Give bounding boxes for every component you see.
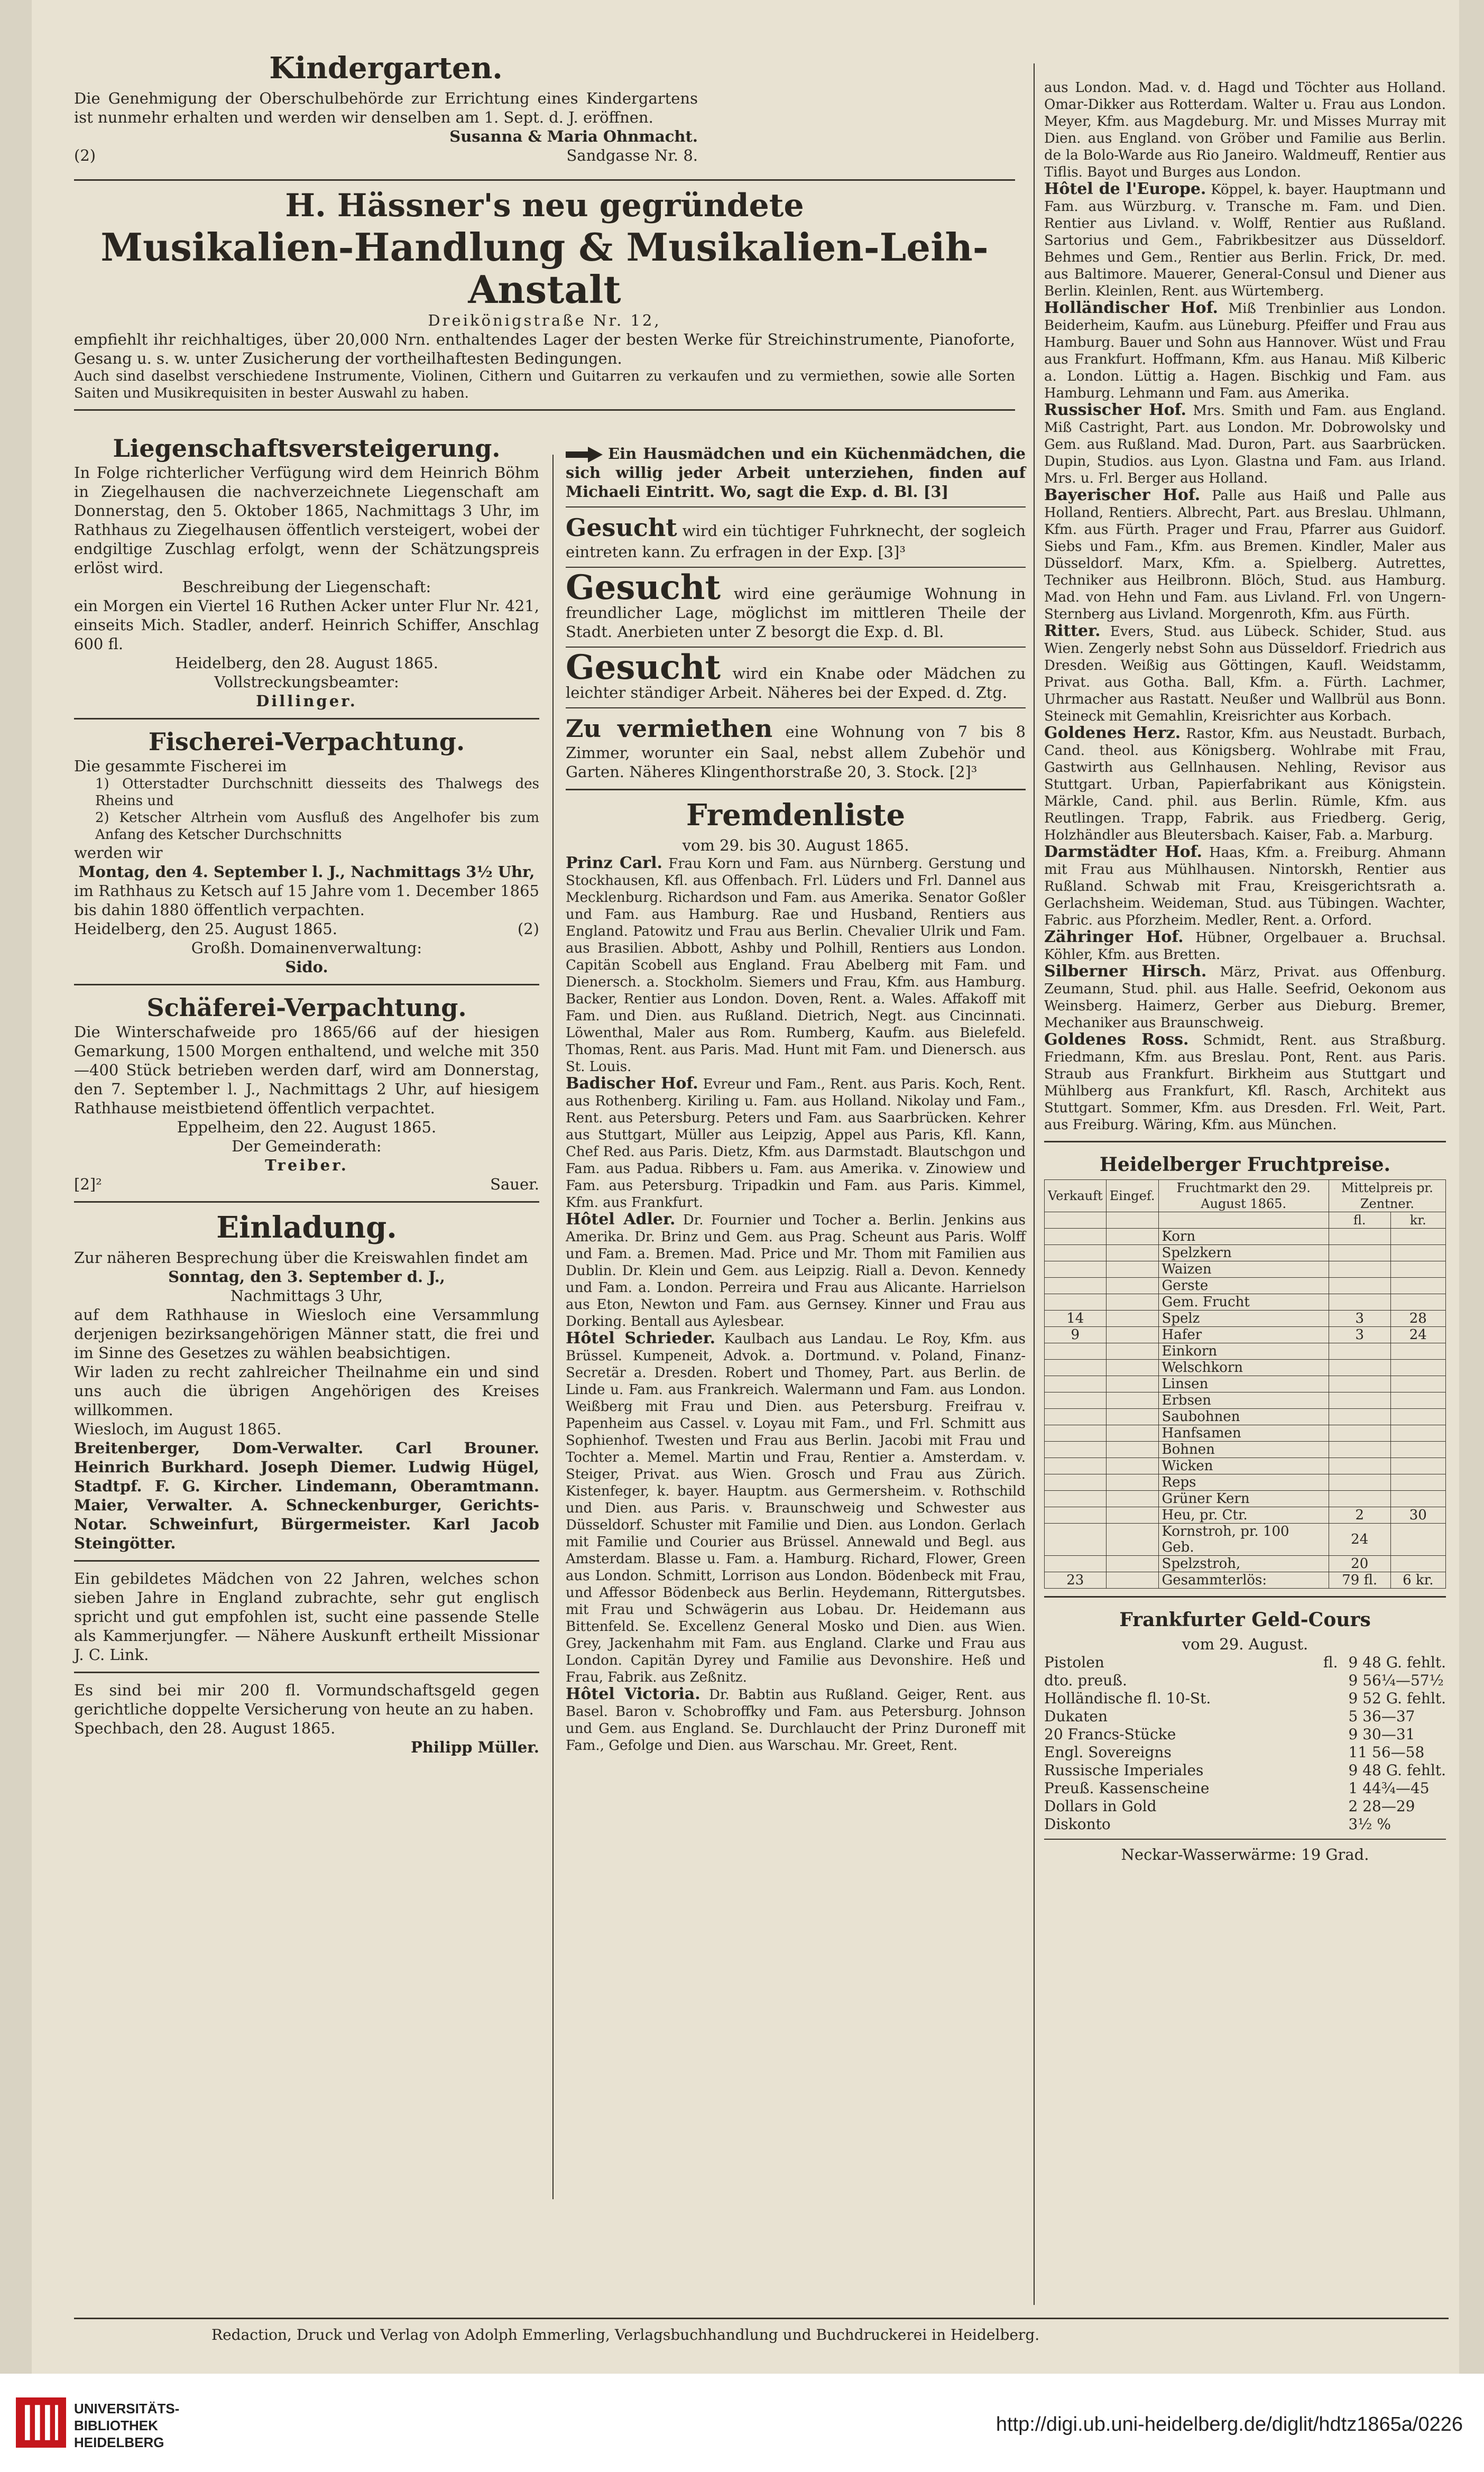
fruit-row (1045, 1327, 1446, 1343)
ad-gesucht-3-head: Gesucht (566, 648, 721, 687)
fischerei-title: Fischerei-Verpachtung. (148, 727, 465, 756)
hotel-goldenes-ross-guests: Schmidt, Rent. aus Straßburg. Friedmann, Kfm. aus Breslau. Pont, Rent. aus Paris. Straub aus Frankfurt. Birkheim aus Stuttgart und Mühlberg aus Frankfurt, Kfl. Rasch, Architekt aus Stuttgart. Sommer, Kfm. aus Dresden. Frl. Weit, Part. aus Freiburg. Wäring, Kfm. aus München. (1044, 1032, 1446, 1133)
geld-name: Dukaten (1044, 1708, 1108, 1725)
hotel-schrieder: Hôtel Schrieder. (566, 1329, 716, 1348)
geld-unit (1323, 1761, 1338, 1779)
fruit-cell-e (1106, 1327, 1158, 1343)
fruit-cell-fl (1329, 1491, 1390, 1507)
haessner-line2: Musikalien-Handlung & Musikalien-Leih-Anstalt (100, 225, 989, 312)
einladung-p2: Sonntag, den 3. September d. J., (168, 1268, 445, 1286)
fruit-row (1045, 1343, 1446, 1360)
fischerei-item1: 1) Otterstadter Durchschnitt diesseits des Thalwegs des Rheins und (95, 776, 539, 809)
fruit-cell-e (1106, 1278, 1158, 1294)
fruit-cell-e (1106, 1311, 1158, 1327)
fruit-cell-name: Spelz (1158, 1311, 1329, 1327)
fruit-cell-e (1106, 1425, 1158, 1442)
haessner-ad (74, 172, 1015, 418)
hotel-darmstaedter-hof: Darmstädter Hof. (1044, 843, 1202, 861)
kindergarten-address: Sandgasse Nr. 8. (566, 146, 698, 164)
fruit-cell-name: Gesammterlös: (1158, 1572, 1329, 1589)
ad-gesucht-1-head: Gesucht (566, 513, 677, 542)
hotel-hollaendischer-hof-guests: Miß Trenbinlier aus London. Beiderheim, Kaufm. aus Lüneburg. Pfeiffer und Frau aus Hamburg. Bauer und Sohn aus Hannover. Wüst und Frau aus Frankfurt. Hoffmann, Kfm. aus Hanau. Miß Kilberic a. London. Lüttig a. Hagen. Bischkig und Fam. aus Hamburg. Lehmann und Fam. aus Amerika. (1044, 301, 1446, 401)
fremdenliste-date: vom 29. bis 30. August 1865. (682, 836, 909, 854)
geld-unit (1323, 1726, 1338, 1744)
liegenschaft-p6: Dillinger. (256, 692, 357, 710)
col-verkauft: Verkauft (1045, 1180, 1107, 1212)
fremdenliste-title: Fremdenliste (686, 798, 906, 833)
fruit-cell-e (1106, 1229, 1158, 1245)
hotel-schrieder-guests: Kaulbach aus Landau. Le Roy, Kfm. aus Brüssel. Kumpeneit, Advok. a. Dortmund. v. Poland, Finanz-Secretär a. Dresden. Robert und Thomey, Part. aus Berlin. de Linde u. Fam. aus Frankreich. Walermann und Fam. aus London. Weißberg mit Frau und Dien. aus Petersburg. Freifrau v. Papenheim aus Cassel. v. Loyau mit Fam., und Frl. Schmitt aus Sophienhof. Twesten und Frau aus Berlin. Jacobi mit Frau und Tochter a. Memel. Martin und Frau, Rentier a. Amsterdam. v. Steiger, Privat. aus Wien. Grosch und Frau aus Zürich. Kistenfeger, k. bayer. Hauptm. aus Germersheim. v. Rothschild und Dien. aus Paris. v. Braunschweig und Schwester aus Düsseldorf. Schuster mit Familie und Dien. aus London. Gerlach mit Familie und Courier aus Brüssel. Annewald und Begl. aus Amsterdam. Blasse u. Fam. a. Hamburg. Richard, Flower, Green aus London. Schmitt, Lorrison aus London. Bödenbeck mit Frau, und Affessor Bödenbeck aus Berlin. Heydemann, Rittergutsbes. mit Frau und Schwägerin aus Lobau. Dr. Heidemann aus Bittenfeld. Se. Excellenz General Mosko und Dien. aus Wien. Grey, Jackenhahm mit Fam. aus England. Clarke und Frau aus London. Capitän Dyrey und Familie aus Devonshire. Heß und Frau, Fabrik. aus Zeßnitz. (566, 1331, 1026, 1685)
fruit-cell-name: Linsen (1158, 1376, 1329, 1392)
geld-name: Pistolen (1044, 1654, 1104, 1671)
geld-val: 9 48 G. fehlt. (1348, 1761, 1446, 1779)
fruit-cell-fl (1329, 1229, 1390, 1245)
fruit-cell-e (1106, 1376, 1158, 1392)
hotel-europe-guests: Köppel, k. bayer. Hauptmann und Fam. aus Würzburg. v. Transche m. Fam. und Dien. Rentier aus Livland. v. Wolff, Rentier aus Rußland. Sartorius und Gem., Fabrikbesitzer aus Düsseldorf. Behmes und Gem., Rentier aus Berlin. Frick, Dr. med. aus Baltimore. Mauerer, General-Consul und Diener aus Berlin. Kleinlen, Rent. aus Würtemberg. (1044, 182, 1446, 299)
fruit-cell-name: Spelzkern (1158, 1245, 1329, 1261)
vormund-date: Spechbach, den 28. August 1865. (74, 1719, 336, 1737)
fruit-cell-name: Gerste (1158, 1278, 1329, 1294)
hotel-prinz-carl-guests: Frau Korn und Fam. aus Nürnberg. Gerstung und Stockhausen, Kfl. aus Offenbach. Frl. Lüders und Frl. Dannel aus Mecklenburg. Richardson und Fam. aus Amerika. Senator Goßler und Fam. aus Hamburg. Rae und Husband, Rentiers aus England. Patowitz und Frau aus Berlin. Chevalier Ulrik und Fam. aus Brasilien. Abbott, Ashby und Polhill, Rentiers aus London. Capitän Scobell aus England. Frau Abelberg mit Fam. und Dienersch. a. Stockholm. Siemers und Frau, Kfm. aus Hamburg. Backer, Rentier aus London. Doven, Rent. a. Wales. Affakoff mit Fam. und Dien. aus Rußland. Dietrich, Negt. aus Cincinnati. Löwenthal, Maler aus Rom. Rumberg, Kaufm. aus Bielefeld. Thomas, Rent. aus Paris. Mad. Hunt mit Fam. und Dienersch. aus St. Louis. (566, 856, 1026, 1075)
fruit-row (1045, 1458, 1446, 1474)
hotel-badischer-hof-guests: Evreur und Fam., Rent. aus Paris. Koch, Rent. aus Rothenberg. Kiriling u. Fam. aus Holland. Nikolay und Fam., Rent. aus Petersburg. Peters und Fam. aus Saarbrücken. Kehrer aus Stuttgart, Müller aus Leipzig, Appel aus Paris, Kfl. Kann, Chef Red. aus Paris. Dietz, Kfm. aus Darmstadt. Blautschgon und Fam. aus Padua. Ribbers u. Fam. aus Amerika. v. Zinowiew und Fam. aus Petersburg. Tripadkin und Fam. aus Paris. Kimmel, Kfm. aus Frankfurt. (566, 1076, 1026, 1211)
fruit-row (1045, 1229, 1446, 1245)
geld-name: Preuß. Kassenscheine (1044, 1779, 1210, 1797)
fruchtpreise-table (1044, 1179, 1446, 1589)
fruit-cell-kr (1390, 1229, 1445, 1245)
hotel-ritter: Ritter. (1044, 622, 1101, 640)
library-line1: UNIVERSITÄTS- (74, 2401, 180, 2416)
fruit-cell-kr: 30 (1390, 1507, 1445, 1524)
geld-name: 20 Francs-Stücke (1044, 1726, 1176, 1743)
fruit-cell-name: Reps (1158, 1474, 1329, 1491)
liegenschaft-p4: Heidelberg, den 28. August 1865. (175, 654, 438, 672)
newspaper-page (32, 0, 1459, 2374)
ad-gesucht-3: wird ein Knabe oder Mädchen zu leichter ständiger Arbeit. Näheres bei der Exped. d. Ztg. (566, 665, 1026, 702)
fruit-cell-v (1045, 1229, 1107, 1245)
fruit-cell-v (1045, 1343, 1107, 1360)
haessner-text: empfiehlt ihr reichhaltiges, über 20,000 Nrn. enthaltendes Lager der besten Werke für Streichinstrumente, Pianoforte, Gesang u. s. w. unter Zusicherung der vortheilhaftesten Bedingungen. (74, 330, 1015, 367)
hotel-darmstaedter-hof-guests: Haas, Kfm. a. Freiburg. Ahmann mit Frau aus Mühlhausen. Nintorskh, Rentier aus Rußland. Schwab mit Frau, Kreisgerichtsrath a. Gerlachsheim. Weideman, Stud. aus Tübingen. Wachter, Fabric. aus Pforzheim. Medler, Rent. a. Orford. (1044, 845, 1446, 928)
fruit-row (1045, 1311, 1446, 1327)
fruit-cell-fl (1329, 1294, 1390, 1311)
fruit-cell-kr (1390, 1409, 1445, 1425)
fruit-row (1045, 1556, 1446, 1572)
fruit-cell-v: 9 (1045, 1327, 1107, 1343)
einladung-title: Einladung. (216, 1210, 397, 1245)
hotel-silberner-hirsch: Silberner Hirsch. (1044, 962, 1207, 981)
col-kr: kr. (1390, 1212, 1445, 1229)
ad-hausmaedchen: Ein Hausmädchen und ein Küchenmädchen, die sich willig jeder Arbeit unterziehen, finden auf Michaeli Eintritt. Wo, sagt die Exp. d. Bl. [3] (566, 445, 1026, 501)
fruit-row (1045, 1392, 1446, 1409)
fruit-cell-e (1106, 1556, 1158, 1572)
hotel-russischer-hof: Russischer Hof. (1044, 401, 1186, 419)
fruit-cell-e (1106, 1409, 1158, 1425)
fruit-cell-fl (1329, 1442, 1390, 1458)
fruchtpreise-title: Heidelberger Fruchtpreise. (1099, 1154, 1391, 1176)
geld-unit (1323, 1672, 1338, 1690)
schaeferei-p1: Die Winterschafweide pro 1865/66 auf der hiesigen Gemarkung, 1500 Morgen enthaltend, und welche mit 350—400 Stück betrieben werden darf, wird am Donnerstag, den 7. September l. J., Nachmittags 2 Uhr, auf hiesigem Rathhause meistbietend öffentlich verpachtet. (74, 1023, 539, 1117)
geld-val: 5 36—37 (1348, 1708, 1415, 1725)
kindergarten-text: Die Genehmigung der Oberschulbehörde zur Errichtung eines Kindergartens ist nunmehr erhalten und werden wir denselben am 1. Sept. d. J. eröffnen. (74, 89, 698, 126)
fruit-cell-name: Grüner Kern (1158, 1491, 1329, 1507)
geld-unit (1323, 1690, 1338, 1708)
fruit-cell-e (1106, 1474, 1158, 1491)
fruit-row (1045, 1409, 1446, 1425)
col-eingef: Eingef. (1106, 1180, 1158, 1212)
hotel-adler-guests: Dr. Fournier und Tocher a. Berlin. Jenkins aus Amerika. Dr. Brinz und Gem. aus Prag. Scheunt aus Paris. Wolff und Fam. a. Bremen. Mad. Price und Mr. Thom mit Familien aus Dublin. Dr. Klein und Gem. aus Leipzig. Riall a. Devon. Kennedy und Fam. a. London. Perreira und Frau aus Alicante. Harrielson aus Eton, Newton und Fam. aus Gernsey. Kinner und Frau aus Dorking. Bentall aus Aylesbear. (566, 1212, 1026, 1330)
fruit-cell-v (1045, 1360, 1107, 1376)
pointing-hand-icon (566, 447, 603, 463)
fruit-cell-v (1045, 1425, 1107, 1442)
schaeferei-p2: Eppelheim, den 22. August 1865. (177, 1118, 437, 1136)
fruit-row (1045, 1491, 1446, 1507)
fruit-cell-e (1106, 1507, 1158, 1524)
geld-val: 9 56¼—57½ (1348, 1672, 1444, 1689)
left-column-lower (74, 433, 539, 1757)
library-name (74, 2400, 179, 2451)
fruit-cell-name: Heu, pr. Ctr. (1158, 1507, 1329, 1524)
fruit-cell-name: Spelzstroh, (1158, 1556, 1329, 1572)
ad-gesucht-1: wird ein tüchtiger Fuhrknecht, der sogleich eintreten kann. Zu erfragen in der Exp. [3]³ (566, 522, 1026, 561)
fruit-row (1045, 1442, 1446, 1458)
ad-gesucht-2: wird eine geräumige Wohnung in freundlicher Lage, möglichst im mittleren Theile der Stadt. Anerbieten unter Z besorgt die Exp. d. Bl. (566, 585, 1026, 641)
fruit-cell-name: Kornstroh, pr. 100 Geb. (1158, 1524, 1329, 1556)
hotel-zaehringer-hof: Zähringer Hof. (1044, 928, 1184, 946)
fruit-cell-fl (1329, 1474, 1390, 1491)
c3-continued: aus London. Mad. v. d. Hagd und Töchter aus Holland. Omar-Dikker aus Rotterdam. Walter u. Frau aus London. Meyer, Kfm. aus Magdeburg. Mr. und Misses Murray mit Dien. aus England. von Gröber und Familie aus Berlin. de la Bolo-Warde aus Rio Janeiro. Waldmeuff, Rentier aus Tiflis. Bayot und Burges aus London. (1044, 80, 1446, 180)
neckar-temperature: Neckar-Wasserwärme: 19 Grad. (1121, 1846, 1369, 1864)
fruit-row (1045, 1524, 1446, 1556)
fruit-row (1045, 1474, 1446, 1491)
fischerei-item2: 2) Ketscher Altrhein vom Ausfluß des Angelhofer bis zum Anfang des Ketscher Durchschnitts (95, 810, 539, 843)
hotel-adler: Hôtel Adler. (566, 1210, 676, 1229)
fruit-row (1045, 1425, 1446, 1442)
geld-name: Russische Imperiales (1044, 1761, 1204, 1779)
fruit-cell-v (1045, 1409, 1107, 1425)
hotel-europe: Hôtel de l'Europe. (1044, 180, 1206, 198)
fruit-cell-fl (1329, 1376, 1390, 1392)
hotel-zaehringer-hof-guests: Hübner, Orgelbauer a. Bruchsal. Köhler, Kfm. aus Bretten. (1044, 930, 1446, 963)
hotel-bayerischer-hof-guests: Palle aus Haiß und Palle aus Holland, Rentiers. Albrecht, Part. aus Breslau. Uhlmann, Kfm. aus Fürth. Prager und Frau, Pfarrer aus Guidorf. Siebs und Fam., Kfm. aus Bremen. Kindler, Maler aus Düsseldorf. Marx, Kfm. a. Spielberg. Autrettes, Techniker aus Heilbronn. Blöch, Stud. aus Hamburg. Mad. von Hehn und Fam. aus Livland. Frl. von Ungern-Sternberg aus Livland. Morgenroth, Kfm. aus Fürth. (1044, 488, 1446, 622)
right-column (1044, 79, 1446, 1864)
geld-val: 3½ % (1348, 1815, 1391, 1833)
geld-name: Holländische fl. 10-St. (1044, 1690, 1211, 1707)
hotel-goldenes-herz-guests: Rastor, Kfm. aus Neustadt. Burbach, Cand. theol. aus Königsberg. Wohlrabe mit Frau, Gastwirth aus Gellnhausen. Nehling, Revisor aus Stuttgart. Urban, Papierfabrikant aus Königstein. Märkle, Cand. phil. aus Berlin. Rümle, Kfm. aus Reutlingen. Trapp, Fabrik. aus Friedberg. Gerig, Holzhändler aus Bleutersbach. Kaiser, Fab. a. Marburg. (1044, 726, 1446, 843)
fruit-row (1045, 1572, 1446, 1589)
fruit-cell-v (1045, 1392, 1107, 1409)
geld-val: 9 48 G. fehlt. (1348, 1654, 1446, 1671)
fruit-cell-e (1106, 1442, 1158, 1458)
geld-unit (1323, 1779, 1338, 1797)
fruit-cell-kr (1390, 1376, 1445, 1392)
kindergarten-title: Kindergarten. (269, 51, 503, 86)
hotel-ritter-guests: Evers, Stud. aus Lübeck. Schider, Stud. aus Wien. Zengerly nebst Sohn aus Düsseldorf. Friedrich aus Dresden. Weißig aus Göttingen, Kaufl. Weidstamm, Privat. aus Gotha. Ball, Kfm. a. Fürth. Lachmer, Uhrmacher aus Rastatt. Neußer und Wallbrül aus Bonn. Steineck mit Gemahlin, Kreisrichter aus Korbach. (1044, 624, 1446, 724)
fruit-cell-fl (1329, 1409, 1390, 1425)
fruit-cell-e (1106, 1491, 1158, 1507)
einladung-p4: auf dem Rathhause in Wiesloch eine Versammlung derjenigen bezirksangehörigen Männer statt, die frei und im Sinne des Gesetzes zu wählen beabsichtigen. (74, 1306, 539, 1362)
fruit-cell-e (1106, 1572, 1158, 1589)
fruit-cell-kr (1390, 1392, 1445, 1409)
fruit-cell-e (1106, 1360, 1158, 1376)
fruit-row (1045, 1376, 1446, 1392)
fruit-cell-name: Einkorn (1158, 1343, 1329, 1360)
fruit-row (1045, 1261, 1446, 1278)
fruit-cell-v (1045, 1458, 1107, 1474)
fruit-cell-v (1045, 1556, 1107, 1572)
source-url[interactable]: http://digi.ub.uni-heidelberg.de/diglit/hdtz1865a/0226 (996, 2413, 1463, 2436)
fruit-cell-fl (1329, 1343, 1390, 1360)
fruit-cell-e (1106, 1524, 1158, 1556)
haessner-address: Dreikönigstraße Nr. 12, (428, 311, 661, 329)
hotel-victoria: Hôtel Victoria. (566, 1685, 700, 1703)
fruit-cell-fl: 3 (1329, 1327, 1390, 1343)
fruit-cell-e (1106, 1261, 1158, 1278)
fischerei-p4: Heidelberg, den 25. August 1865. (74, 920, 337, 938)
fischerei-p5: Großh. Domainenverwaltung: (191, 939, 422, 957)
maedchen-text: Ein gebildetes Mädchen von 22 Jahren, welches schon sieben Jahre in England zubrachte, sehr gut englisch spricht und gut empfohlen ist, sucht eine passende Stelle als Kammerjungfer. — Nähere Auskunft ertheilt Missionar J. C. Link. (74, 1570, 539, 1664)
geld-unit (1323, 1815, 1338, 1833)
left-column (74, 48, 698, 165)
fruit-cell-kr (1390, 1278, 1445, 1294)
schaeferei-ref: [2]² (74, 1175, 102, 1193)
middle-column (566, 444, 1026, 1754)
liegenschaft-p5: Vollstreckungsbeamter: (214, 673, 399, 691)
library-line3: HEIDELBERG (74, 2434, 164, 2450)
fruit-cell-name: Hafer (1158, 1327, 1329, 1343)
schaeferei-p4: Treiber. (265, 1156, 348, 1174)
fruit-cell-kr (1390, 1261, 1445, 1278)
fruit-cell-fl (1329, 1245, 1390, 1261)
liegenschaft-p1: In Folge richterlicher Verfügung wird dem Heinrich Böhm in Ziegelhausen die nachverzeichnete Liegenschaft am Donnerstag, den 5. Oktober 1865, Nachmittags 3 Uhr, im Rathhaus zu Ziegelhausen öffentlich versteigert, wobei der endgiltige Zuschlag erfolgt, wenn der Schätzungspreis erlöst wird. (74, 464, 539, 577)
geld-val: 1 44¾—45 (1348, 1779, 1430, 1797)
fruit-cell-kr: 6 kr. (1390, 1572, 1445, 1589)
hotel-russischer-hof-guests: Mrs. Smith und Fam. aus England. Miß Castright, Part. aus London. Mr. Dobrowolsky und Gem. aus Rußland. Mad. Duron, Part. aus Saarbrücken. Dupin, Studios. aus Lyon. Glastna und Fam. aus Irland. Mrs. u. Frl. Berger aus Holland. (1044, 403, 1446, 486)
fruit-cell-kr (1390, 1491, 1445, 1507)
fruit-cell-e (1106, 1458, 1158, 1474)
fruit-cell-kr (1390, 1294, 1445, 1311)
geld-unit (1323, 1708, 1338, 1726)
fruit-cell-v: 23 (1045, 1572, 1107, 1589)
ad-vermiethen-head: Zu vermiethen (566, 714, 773, 743)
einladung-p3: Nachmittags 3 Uhr, (230, 1287, 383, 1305)
geldcours-title: Frankfurter Geld-Cours (1119, 1609, 1371, 1631)
fruit-cell-e (1106, 1245, 1158, 1261)
fruit-cell-v: 14 (1045, 1311, 1107, 1327)
col-markt: Fruchtmarkt den 29. August 1865. (1158, 1180, 1329, 1212)
fischerei-p1: werden wir (74, 844, 163, 862)
col-preis: Mittelpreis pr. Zentner. (1329, 1180, 1445, 1212)
fruit-cell-v (1045, 1491, 1107, 1507)
fruit-cell-v (1045, 1474, 1107, 1491)
fruit-cell-fl (1329, 1458, 1390, 1474)
geld-val: 2 28—29 (1348, 1797, 1415, 1815)
column-rule-1 (552, 455, 554, 2199)
geld-name: dto. preuß. (1044, 1672, 1127, 1689)
fruit-cell-v (1045, 1442, 1107, 1458)
fruit-cell-name: Saubohnen (1158, 1409, 1329, 1425)
fruit-cell-name: Wicken (1158, 1458, 1329, 1474)
library-logo-icon (16, 2397, 66, 2448)
fruit-cell-fl: 79 fl. (1329, 1572, 1390, 1589)
geldcours-table (1044, 1654, 1446, 1833)
column-rule-2 (1034, 63, 1035, 2305)
geld-name: Diskonto (1044, 1815, 1111, 1833)
ad-gesucht-2-head: Gesucht (566, 568, 721, 607)
geld-val: 9 30—31 (1348, 1726, 1415, 1743)
fruit-row (1045, 1360, 1446, 1376)
fruit-cell-kr (1390, 1245, 1445, 1261)
geld-unit (1323, 1797, 1338, 1815)
fischerei-p6: Sido. (285, 958, 328, 976)
fruit-cell-fl (1329, 1278, 1390, 1294)
fruit-cell-kr (1390, 1524, 1445, 1556)
fruit-cell-fl: 3 (1329, 1311, 1390, 1327)
hotel-bayerischer-hof: Bayerischer Hof. (1044, 486, 1201, 504)
fruit-cell-kr (1390, 1474, 1445, 1491)
hotel-badischer-hof: Badischer Hof. (566, 1074, 698, 1093)
geld-name: Dollars in Gold (1044, 1797, 1157, 1815)
fruit-cell-name: Erbsen (1158, 1392, 1329, 1409)
fruit-cell-name: Bohnen (1158, 1442, 1329, 1458)
hotel-hollaendischer-hof: Holländischer Hof. (1044, 299, 1218, 317)
fruit-cell-kr (1390, 1360, 1445, 1376)
fruit-row (1045, 1507, 1446, 1524)
fruit-cell-name: Korn (1158, 1229, 1329, 1245)
fruit-cell-e (1106, 1343, 1158, 1360)
geld-name: Engl. Sovereigns (1044, 1744, 1172, 1761)
fruit-cell-name: Welschkorn (1158, 1360, 1329, 1376)
kindergarten-ref: (2) (74, 146, 96, 164)
fruit-row (1045, 1294, 1446, 1311)
fischerei-p3: im Rathhaus zu Ketsch auf 15 Jahre vom 1. December 1865 bis dahin 1880 öffentlich verpachten. (74, 882, 539, 919)
imprint: Redaction, Druck und Verlag von Adolph Emmerling, Verlagsbuchhandlung und Buchdruckerei in Heidelberg. (211, 2326, 1040, 2344)
fruit-row (1045, 1245, 1446, 1261)
fruit-row (1045, 1278, 1446, 1294)
fruit-cell-v (1045, 1245, 1107, 1261)
hotel-goldenes-herz: Goldenes Herz. (1044, 724, 1181, 742)
fruit-cell-kr (1390, 1442, 1445, 1458)
fruit-cell-name: Gem. Frucht (1158, 1294, 1329, 1311)
fischerei-ref: (2) (517, 920, 539, 938)
fruit-cell-e (1106, 1392, 1158, 1409)
fruit-cell-kr (1390, 1556, 1445, 1572)
footer-rule (74, 2318, 1449, 2319)
hotel-victoria-guests: Dr. Babtin aus Rußland. Geiger, Rent. aus Basel. Baron v. Schobroffky und Fam. aus Petersburg. Johnson und Gem. aus England. Se. Durchlaucht der Prinz Duroneff mit Fam., Gefolge und Dien. aus Warschau. Mr. Greet, Rent. (566, 1687, 1026, 1754)
hotel-prinz-carl: Prinz Carl. (566, 854, 662, 872)
geld-val: 9 52 G. fehlt. (1348, 1690, 1446, 1707)
fruit-cell-kr: 24 (1390, 1327, 1445, 1343)
hotel-goldenes-ross: Goldenes Ross. (1044, 1030, 1189, 1049)
fruit-cell-v (1045, 1261, 1107, 1278)
schaeferei-p3: Der Gemeinderath: (232, 1137, 382, 1155)
liegenschaft-p2: Beschreibung der Liegenschaft: (182, 578, 431, 596)
library-line2: BIBLIOTHEK (74, 2418, 158, 2433)
fruit-cell-v (1045, 1507, 1107, 1524)
fruit-cell-kr: 28 (1390, 1311, 1445, 1327)
col-fl: fl. (1329, 1212, 1390, 1229)
fruit-cell-kr (1390, 1343, 1445, 1360)
haessner-note: Auch sind daselbst verschiedene Instrumente, Violinen, Cithern und Guitarren zu verkaufen und zu vermiethen, sowie alle Sorten Saiten und Musikrequisiten in bester Auswahl zu haben. (74, 368, 1015, 401)
geldcours-date: vom 29. August. (1182, 1635, 1308, 1653)
vormund-text: Es sind bei mir 200 fl. Vormundschaftsgeld gegen gerichtliche doppelte Versicherung von heute an zu haben. (74, 1681, 539, 1718)
hotel-silberner-hirsch-guests: März, Privat. aus Offenburg. Zeumann, Stud. phil. aus Halle. Seefrid, Oekonom aus Weinsberg. Haimerz, Gerber aus Dieburg. Bremer, Mechaniker aus Braunschweig. (1044, 964, 1446, 1031)
fischerei-intro: Die gesammte Fischerei im (74, 757, 287, 775)
liegenschaft-title: Liegenschaftsversteigerung. (113, 434, 501, 463)
kindergarten-names: Susanna & Maria Ohnmacht. (449, 127, 698, 145)
fruit-cell-name: Hanfsamen (1158, 1425, 1329, 1442)
geld-unit: fl. (1323, 1654, 1338, 1671)
fischerei-p2: Montag, den 4. September l. J., Nachmittags 3½ Uhr, (78, 863, 535, 881)
liegenschaft-p3: ein Morgen ein Viertel 16 Ruthen Acker unter Flur Nr. 421, einseits Mich. Stadler, anderf. Heinrich Schiffer, Anschlag 600 fl. (74, 597, 539, 653)
fruit-cell-e (1106, 1294, 1158, 1311)
vormund-sign: Philipp Müller. (411, 1738, 539, 1756)
fruit-cell-fl (1329, 1360, 1390, 1376)
schaeferei-title: Schäferei-Verpachtung. (146, 993, 467, 1022)
fruit-cell-fl: 20 (1329, 1556, 1390, 1572)
ad-vermiethen: eine Wohnung von 7 bis 8 Zimmer, worunter ein Saal, nebst allem Zubehör und Garten. Näheres Klingenthorstraße 20, 3. Stock. [2]³ (566, 723, 1026, 781)
geld-val: 11 56—58 (1348, 1744, 1425, 1761)
schaeferei-p5: Sauer. (490, 1175, 539, 1193)
einladung-p6: Wiesloch, im August 1865. (74, 1420, 282, 1438)
fruit-cell-v (1045, 1376, 1107, 1392)
fruit-cell-v (1045, 1278, 1107, 1294)
fruit-cell-fl (1329, 1392, 1390, 1409)
einladung-p1: Zur näheren Besprechung über die Kreiswahlen findet am (74, 1249, 528, 1267)
fruit-cell-v (1045, 1524, 1107, 1556)
fruit-cell-name: Waizen (1158, 1261, 1329, 1278)
einladung-p7: Breitenberger, Dom-Verwalter. Carl Brouner. Heinrich Burkhard. Joseph Diemer. Ludwig Hügel, Stadtpf. F. G. Kircher. Lindemann, Oberamtmann. Maier, Verwalter. A. Schneckenburger, Gerichts-Notar. Schweinfurt, Bürgermeister. Karl Jacob Steingötter. (74, 1439, 539, 1552)
fruit-cell-v (1045, 1294, 1107, 1311)
fruit-cell-fl: 24 (1329, 1524, 1390, 1556)
fruit-cell-fl (1329, 1425, 1390, 1442)
geld-unit (1323, 1744, 1338, 1761)
haessner-line1: H. Hässner's neu gegründete (285, 187, 804, 224)
fruit-cell-fl (1329, 1261, 1390, 1278)
fruit-cell-kr (1390, 1425, 1445, 1442)
library-bar (0, 2374, 1484, 2472)
einladung-p5: Wir laden zu recht zahlreicher Theilnahme ein und sind uns auch die übrigen Angehörigen des Kreises willkommen. (74, 1363, 539, 1419)
fruit-cell-kr (1390, 1458, 1445, 1474)
fruit-cell-fl: 2 (1329, 1507, 1390, 1524)
